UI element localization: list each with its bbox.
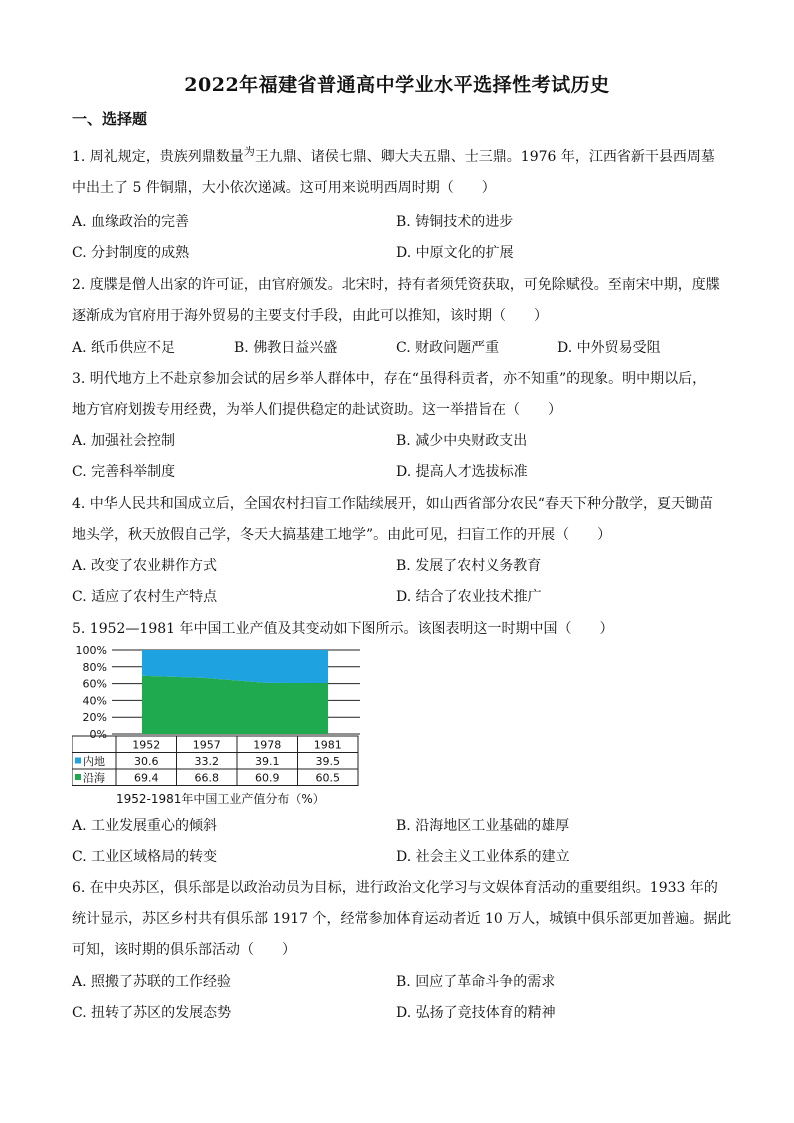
chart-caption: 1952-1981年中国工业产值分布（%） xyxy=(116,792,325,806)
chart-y-ticks xyxy=(76,644,107,741)
x-tick-label: 1957 xyxy=(192,738,221,752)
chart-areas xyxy=(142,650,328,734)
question-6-line-2: 统计显示，苏区乡村共有俱乐部 1917 个，经常参加体育运动者近 10 万人，城镇中俱乐部更加普遍。据此 xyxy=(72,911,732,927)
question-2-line-2: 逐渐成为官府用于海外贸易的主要支付手段，由此可以推知，该时期（ ） xyxy=(72,308,548,324)
question-4-line-1: 4. 中华人民共和国成立后，全国农村扫盲工作陆续展开，如山西省部分农民“春天下种分散学，夏天锄苗 xyxy=(72,496,713,512)
legend-swatch xyxy=(75,758,81,764)
y-tick-label: 80% xyxy=(82,660,107,674)
question-4-line-2: 地头学，秋天放假自己学，冬天大搞基建工地学”。由此可见，扫盲工作的开展（ ） xyxy=(72,527,612,543)
y-tick-label: 100% xyxy=(75,644,107,657)
data-label: 39.5 xyxy=(315,755,340,768)
q1-option-c[interactable]: C. 分封制度的成熟 xyxy=(72,245,190,261)
question-2-line-1: 2. 度牒是僧人出家的许可证，由官府颁发。北宋时，持有者须凭资获取，可免除赋役。至南宋中期，度牒 xyxy=(72,277,720,293)
data-label: 39.1 xyxy=(255,755,280,768)
question-3-line-1: 3. 明代地方上不赴京参加会试的居乡举人群体中，存在“虽得科贡者，亦不知重”的现象。明中期以后， xyxy=(72,371,707,387)
data-label: 60.9 xyxy=(255,771,280,785)
q2-option-d[interactable]: D. 中外贸易受阻 xyxy=(557,340,661,356)
data-label: 69.4 xyxy=(134,771,159,785)
page-title: 2022年福建省普通高中学业水平选择性考试历史 xyxy=(184,74,610,96)
q3-option-a[interactable]: A. 加强社会控制 xyxy=(72,433,176,449)
q2-option-b[interactable]: B. 佛教日益兴盛 xyxy=(234,340,338,356)
q6-option-d[interactable]: D. 弘扬了竞技体育的精神 xyxy=(396,1005,556,1021)
q4-option-b[interactable]: B. 发展了农村义务教育 xyxy=(396,558,542,574)
q3-option-c[interactable]: C. 完善科举制度 xyxy=(72,464,176,480)
question-6-line-3: 可知，该时期的俱乐部活动（ ） xyxy=(72,942,296,958)
data-label: 33.2 xyxy=(194,755,219,768)
q2-option-c[interactable]: C. 财政问题严重 xyxy=(396,340,500,356)
data-label: 60.5 xyxy=(315,771,340,785)
section-heading: 一、选择题 xyxy=(72,110,148,128)
question-6-line-1: 6. 在中央苏区，俱乐部是以政治动员为目标，进行政治文化学习与文娱体育活动的重要组织。1933 年的 xyxy=(72,880,718,896)
question-3-line-2: 地方官府划拨专用经费，为举人们提供稳定的赴试资助。这一举措旨在（ ） xyxy=(72,402,562,418)
question-1-superscript: 为 xyxy=(243,145,255,158)
question-1-text-b: 王九鼎、诸侯七鼎、卿大夫五鼎、士三鼎。1976 年，江西省新干县西周墓 xyxy=(254,149,715,165)
q1-option-b[interactable]: B. 铸铜技术的进步 xyxy=(396,214,514,230)
question-1-text-a: 1. 周礼规定，贵族列鼎数量 xyxy=(72,149,244,165)
q5-option-a[interactable]: A. 工业发展重心的倾斜 xyxy=(72,818,218,834)
q5-option-d[interactable]: D. 社会主义工业体系的建立 xyxy=(396,849,570,865)
y-tick-label: 40% xyxy=(82,694,107,708)
x-tick-label: 1978 xyxy=(253,738,282,752)
y-tick-label: 0% xyxy=(89,728,107,741)
x-tick-label: 1981 xyxy=(313,738,342,752)
legend-label: 沿海 xyxy=(83,771,105,785)
q6-option-a[interactable]: A. 照搬了苏联的工作经验 xyxy=(72,974,232,990)
question-1-line-2: 中出土了 5 件铜鼎，大小依次递减。这可用来说明西周时期（ ） xyxy=(72,180,496,196)
q4-option-a[interactable]: A. 改变了农业耕作方式 xyxy=(72,558,218,574)
q4-option-c[interactable]: C. 适应了农村生产特点 xyxy=(72,589,218,605)
y-tick-label: 20% xyxy=(82,711,107,725)
y-tick-label: 60% xyxy=(82,677,107,691)
q3-option-b[interactable]: B. 减少中央财政支出 xyxy=(396,433,528,449)
data-label: 66.8 xyxy=(194,771,219,785)
q6-option-c[interactable]: C. 扭转了苏区的发展态势 xyxy=(72,1005,232,1021)
legend-label: 内地 xyxy=(83,755,105,768)
x-tick-label: 1952 xyxy=(132,738,161,752)
q6-option-b[interactable]: B. 回应了革命斗争的需求 xyxy=(396,974,556,990)
data-label: 30.6 xyxy=(134,755,159,768)
q1-option-a[interactable]: A. 血缘政治的完善 xyxy=(72,214,190,230)
legend-swatch xyxy=(75,774,81,780)
chart-data-table xyxy=(72,736,358,786)
question-1-line-1 xyxy=(72,147,715,168)
question-5-line-1: 5. 1952—1981 年中国工业产值及其变动如下图所示。该图表明这一时期中国（ ） xyxy=(72,621,614,637)
q5-option-b[interactable]: B. 沿海地区工业基础的雄厚 xyxy=(396,818,570,834)
q1-option-d[interactable]: D. 中原文化的扩展 xyxy=(396,245,514,261)
q4-option-d[interactable]: D. 结合了农业技术推广 xyxy=(396,589,542,605)
q2-option-a[interactable]: A. 纸币供应不足 xyxy=(72,340,176,356)
q3-option-d[interactable]: D. 提高人才选拔标准 xyxy=(396,464,528,480)
coastal-area xyxy=(142,676,328,734)
q5-option-c[interactable]: C. 工业区域格局的转变 xyxy=(72,849,218,865)
